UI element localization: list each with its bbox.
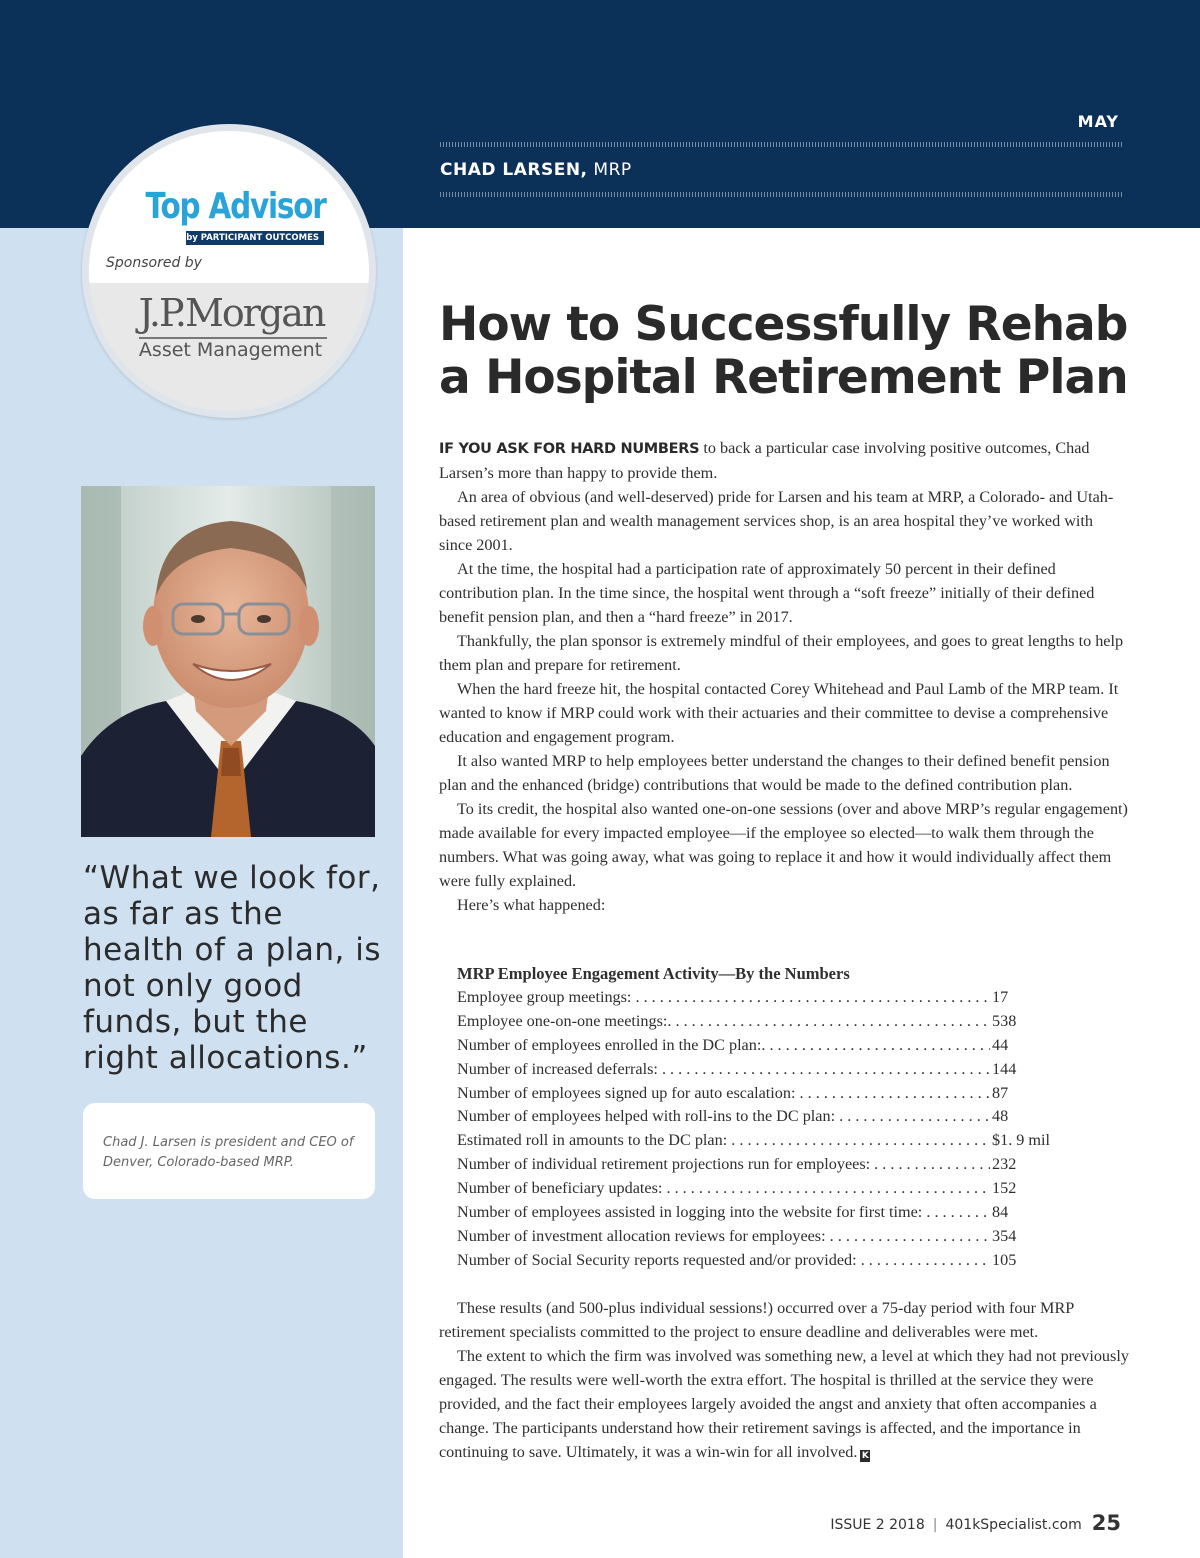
stat-row xyxy=(457,1201,1057,1225)
stat-label: Number of employees enrolled in the DC plan:. . . . xyxy=(457,1034,990,1058)
stat-row xyxy=(457,1177,1057,1201)
stat-label: Number of employees signed up for auto escalation: . . . xyxy=(457,1082,990,1106)
engagement-stats xyxy=(457,962,1057,1273)
stat-label: Employee group meetings: . . . xyxy=(457,986,990,1010)
stat-row xyxy=(457,1249,1057,1273)
stat-label: Number of employees helped with roll-ins to the DC plan: . . . xyxy=(457,1105,990,1129)
stat-label: Number of employees assisted in logging into the website for first time: . . . xyxy=(457,1201,990,1225)
article-paragraph: Thankfully, the plan sponsor is extremely mindful of their employees, and goes to great lengths to help them plan and prepare for retirement. xyxy=(439,632,1124,674)
sponsor-logo-subtitle: Asset Management xyxy=(138,339,323,361)
stat-label: Employee one-on-one meetings:. . . . xyxy=(457,1010,990,1034)
stat-label: Number of beneficiary updates: . . . xyxy=(457,1177,990,1201)
stat-value: 87 xyxy=(992,1083,1009,1102)
page-footer xyxy=(830,1511,1121,1535)
article-paragraph: At the time, the hospital had a participation rate of approximately 50 percent in their defined contribution plan. In the time since, the hospital went through a “soft freeze” initially of their defined benefit pension plan, and then a “hard freeze” in 2017. xyxy=(439,560,1095,626)
stats-title: MRP Employee Engagement Activity—By the Numbers xyxy=(457,964,850,983)
stat-value: 17 xyxy=(992,987,1009,1006)
article-body xyxy=(439,436,1129,917)
sponsor-logo-text: J.P.Morgan xyxy=(138,291,325,335)
pull-quote: “What we look for, as far as the health of a plan, is not only good funds, but the right allocations.” xyxy=(83,860,381,1076)
header-rule-top xyxy=(440,142,1124,147)
stat-value: 48 xyxy=(992,1107,1009,1126)
stat-label: Number of investment allocation reviews for employees: . . . xyxy=(457,1225,990,1249)
byline xyxy=(440,160,632,180)
stat-value: 44 xyxy=(992,1035,1009,1054)
article-paragraph: To its credit, the hospital also wanted one-on-one sessions (over and above MRP’s regular engagement) made available for every impacted employee—if the employee so elected—to walk them through the numbers. What was going away, what was going to replace it and how it would individually affect them were fully explained. xyxy=(439,800,1128,890)
article-paragraph: An area of obvious (and well-deserved) pride for Larsen and his team at MRP, a Colorado- and Utah-based retirement plan and wealth management services shop, is an area hospital they’ve worked with since 2001. xyxy=(439,488,1114,554)
stat-value: 144 xyxy=(992,1059,1017,1078)
sponsored-label: Sponsored by xyxy=(106,255,202,271)
stat-value: 232 xyxy=(992,1155,1017,1174)
stat-label: Number of individual retirement projections run for employees: . . . xyxy=(457,1153,990,1177)
headline-line-1: How to Successfully Rehab xyxy=(439,297,1128,352)
author-bio-card xyxy=(83,1103,375,1199)
article-paragraph: These results (and 500-plus individual sessions!) occurred over a 75-day period with four MRP retirement specialists committed to the project to ensure deadline and deliverables were met. xyxy=(439,1299,1074,1341)
author-credential: MRP xyxy=(593,160,632,180)
author-bio-text: Chad J. Larsen is president and CEO of Denver, Colorado-based MRP. xyxy=(103,1135,354,1170)
article-paragraph: Here’s what happened: xyxy=(457,896,606,914)
stat-value: 84 xyxy=(992,1203,1009,1222)
stat-value: $1. 9 mil xyxy=(992,1131,1051,1150)
stat-row xyxy=(457,1010,1057,1034)
lead-in: IF YOU ASK FOR HARD NUMBERS xyxy=(439,441,700,457)
footer-separator: | xyxy=(932,1517,938,1533)
article-paragraph: It also wanted MRP to help employees better understand the changes to their defined benefit pension plan and the enhanced (bridge) contributions that would be made to the defined contribution plan. xyxy=(439,752,1110,794)
top-advisor-badge xyxy=(82,124,376,418)
badge-title: Top Advisor xyxy=(145,186,326,227)
stat-label: Estimated roll in amounts to the DC plan: . . . xyxy=(457,1129,990,1153)
stat-row xyxy=(457,1034,1057,1058)
article-paragraph: IF YOU ASK FOR HARD NUMBERS to back a particular case involving positive outcomes, Chad Larsen’s more than happy to provide them. xyxy=(439,439,1090,482)
author-portrait-illustration xyxy=(81,486,375,837)
footer-site: 401kSpecialist.com xyxy=(945,1517,1082,1533)
stat-row xyxy=(457,1082,1057,1106)
stat-value: 105 xyxy=(992,1250,1017,1269)
stat-row xyxy=(457,1225,1057,1249)
article-paragraph: When the hard freeze hit, the hospital contacted Corey Whitehead and Paul Lamb of the MRP team. It wanted to know if MRP could work with their actuaries and their committee to devise a comprehensive education and engagement program. xyxy=(439,680,1119,746)
end-mark-icon: K xyxy=(861,1451,869,1461)
author-photo xyxy=(81,486,375,837)
stat-row xyxy=(457,1153,1057,1177)
article-closing xyxy=(439,1296,1129,1464)
stat-label: Number of increased deferrals: . . . xyxy=(457,1058,990,1082)
stat-row xyxy=(457,986,1057,1010)
article-paragraph: The extent to which the firm was involved was something new, a level at which they had not previously engaged. The results were well-worth the extra effort. The hospital is thrilled at the service they were provided, and the fact their employees largely avoided the angst and anxiety that often accompanies a change. The participants understand how their retirement savings is affected, and the importance in continuing to save. Ultimately, it was a win-win for all involved. K xyxy=(439,1347,1129,1461)
stat-row xyxy=(457,1129,1057,1153)
stat-row xyxy=(457,1105,1057,1129)
stat-row xyxy=(457,1058,1057,1082)
article-headline xyxy=(439,298,1159,404)
issue-month: MAY xyxy=(1077,112,1119,131)
stat-label: Number of Social Security reports requested and/or provided: . . . xyxy=(457,1249,990,1273)
author-name: CHAD LARSEN, xyxy=(440,160,588,180)
footer-issue: ISSUE 2 2018 xyxy=(830,1517,925,1533)
stats-list xyxy=(457,986,1057,1273)
page-number: 25 xyxy=(1091,1511,1121,1535)
badge-subtitle: by PARTICIPANT OUTCOMES xyxy=(186,231,324,245)
stat-value: 354 xyxy=(992,1226,1017,1245)
stat-value: 152 xyxy=(992,1179,1017,1198)
header-rule-bottom xyxy=(440,192,1124,197)
stat-value: 538 xyxy=(992,1011,1017,1030)
headline-line-2: a Hospital Retirement Plan xyxy=(439,350,1128,405)
